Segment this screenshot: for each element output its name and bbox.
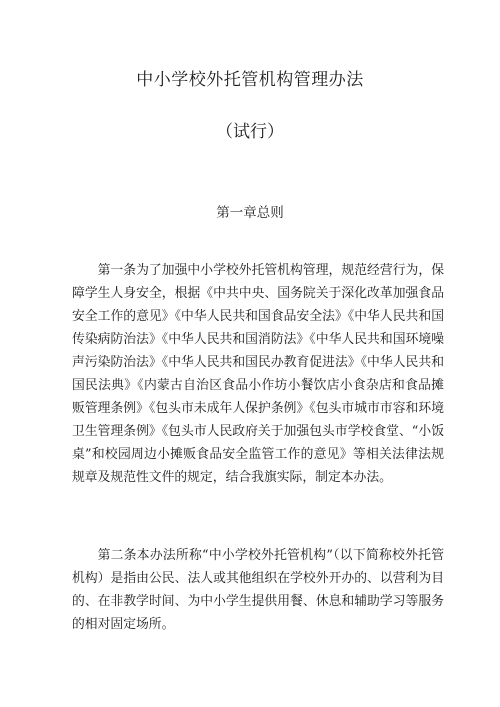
document-subtitle: （试行） (216, 122, 284, 142)
article-2: 第二条本办法所称“中小学校外托管机构”（以下简称校外托管机构）是指由公民、法人或其他组织在学校外开办的、以营利为目的、在非教学时间、为中小学生提供用餐、休息和辅助学习等服务的相对固定场所。 (72, 548, 444, 632)
chapter-heading: 第一章总则 (216, 205, 284, 221)
article-1: 第一条为了加强中小学校外托管机构管理，规范经营行为，保障学生人身安全，根据《中共中央、国务院关于深化改革加强食品安全工作的意见》《中华人民共和国食品安全法》《中华人民共和国传染病防治法》《中华人民共和国消防法》《中华人民共和国环境噪声污染防治法》《中华人民共和国民办教育促进法》《中华人民共和国民法典》《内蒙古自治区食品小作坊小餐饮店小食杂店和食品摊贩管理条例》《包头市未成年人保护条例》《包头市城市市容和环境卫生管理条例》《包头市人民政府关于加强包头市学校食堂、“小饭桌”和校园周边小摊贩食品安全监管工作的意见》等相关法律法规规章及规范性文件的规定，结合我旗实际，制定本办法。 (72, 263, 444, 485)
document-title: 中小学校外托管机构管理办法 (136, 70, 364, 90)
